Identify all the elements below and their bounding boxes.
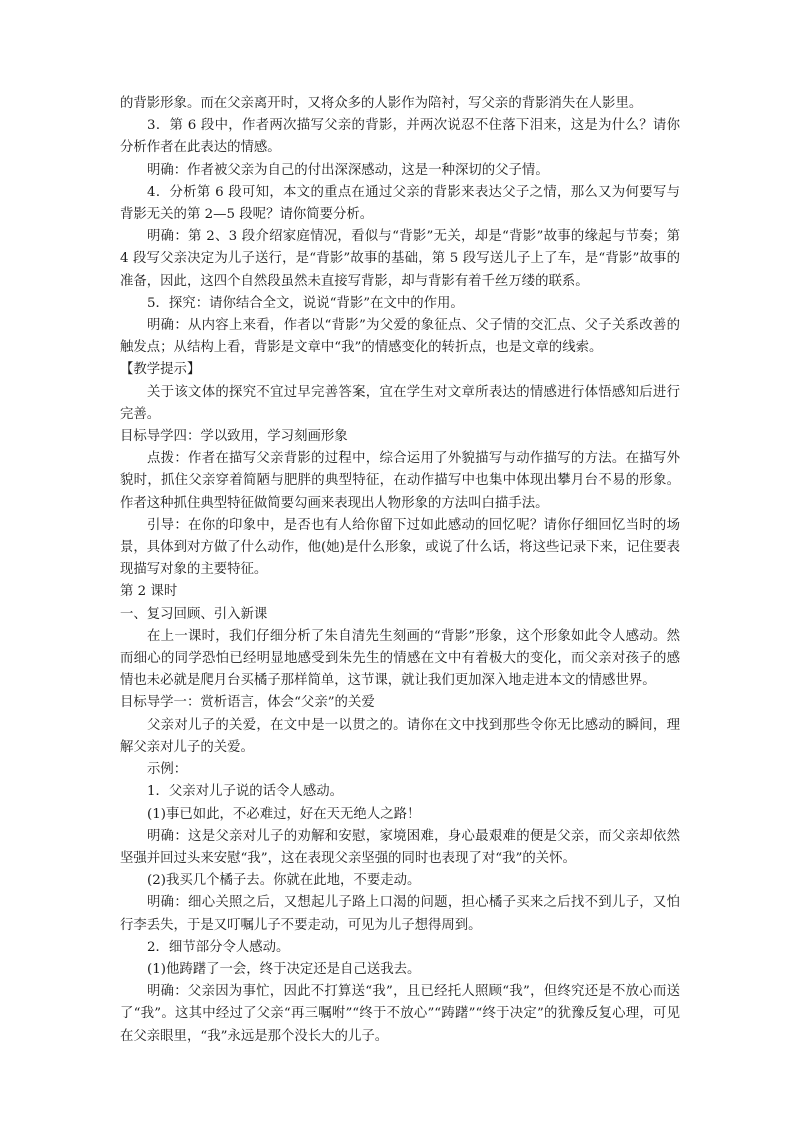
paragraph: 在上一课时，我们仔细分析了朱自清先生刻画的“背影”形象，这个形象如此令人感动。然而细心的同学恐怕已经明显地感受到朱先生的情感在文中有着极大的变化，而父亲对孩子的感情也未必就是爬月台买橘子那样简单，这节课，就让我们更加深入地走进本文的情感世界。 xyxy=(120,628,680,689)
paragraph: 点拨：作者在描写父亲背影的过程中，综合运用了外貌描写与动作描写的方法。在描写外貌时，抓住父亲穿着简陋与肥胖的典型特征，在动作描写中也集中体现出攀月台不易的形象。作者这种抓住典型特征做简要勾画来表现出人物形象的方法叫白描手法。 xyxy=(120,451,680,511)
document-body xyxy=(120,93,680,1048)
list-item: 1．父亲对儿子说的话令人感动。 xyxy=(147,784,343,800)
list-item: (1)事已如此，不必难过，好在天无绝人之路！ xyxy=(147,806,421,822)
section-heading: 【教学提示】 xyxy=(120,362,201,378)
answer-paragraph: 明确：作者被父亲为自己的付出深深感动，这是一种深切的父子情。 xyxy=(147,162,549,178)
answer-paragraph: 明确：细心关照之后，又想起儿子路上口渴的问题，担心橘子买来之后找不到儿子，又怕行李丢失，于是又叮嘱儿子不要走动，可见为儿子想得周到。 xyxy=(120,895,680,933)
paragraph: 示例： xyxy=(147,762,188,778)
section-heading: 目标导学一：赏析语言，体会“父亲”的关爱 xyxy=(120,695,375,711)
question-paragraph: 3．第 6 段中，作者两次描写父亲的背影，并两次说忍不住落下泪来，这是为什么？请你分析作者在此表达的情感。 xyxy=(120,118,680,156)
answer-paragraph: 明确：父亲因为事忙，因此不打算送“我”，且已经托人照顾“我”，但终究还是不放心而送了“我”。这其中经过了父亲“再三嘱咐”“终于不放心”“踌躇”“终于决定”的犹豫反复心理，可见在父亲眼里，“我”永远是那个没长大的儿子。 xyxy=(120,984,680,1044)
list-item: (2)我买几个橘子去。你就在此地，不要走动。 xyxy=(147,873,421,889)
paragraph: 父亲对儿子的关爱，在文中是一以贯之的。请你在文中找到那些令你无比感动的瞬间，理解父亲对儿子的关爱。 xyxy=(120,717,680,755)
section-heading: 第 2 课时 xyxy=(120,584,178,600)
answer-paragraph: 明确：从内容上来看，作者以“背影”为父爱的象征点、父子情的交汇点、父子关系改善的触发点；从结构上看，背影是文章中“我”的情感变化的转折点，也是文章的线索。 xyxy=(120,318,680,356)
answer-paragraph: 明确：第 2、3 段介绍家庭情况，看似与“背影”无关，却是“背影”故事的缘起与节奏；第 4 段写父亲决定为儿子送行，是“背影”故事的基础，第 5 段写送儿子上了车，是“背影”故事的准备，因此，这四个自然段虽然未直接写背影，却与背影有着千丝万缕的联系。 xyxy=(120,229,680,289)
paragraph: 引导：在你的印象中，是否也有人给你留下过如此感动的回忆呢？请你仔细回忆当时的场景，具体到对方做了什么动作，他(她)是什么形象，或说了什么话，将这些记录下来，记住要表现描写对象的主要特征。 xyxy=(120,517,680,578)
paragraph: 关于该文体的探究不宜过早完善答案，宜在学生对文章所表达的情感进行体悟感知后进行完善。 xyxy=(120,384,680,422)
section-heading: 一、复习回顾、引入新课 xyxy=(120,606,268,622)
paragraph: 的背影形象。而在父亲离开时，又将众多的人影作为陪衬，写父亲的背影消失在人影里。 xyxy=(120,96,643,111)
section-heading: 目标导学四：学以致用，学习刻画形象 xyxy=(120,429,348,445)
answer-paragraph: 明确：这是父亲对儿子的劝解和安慰，家境困难，身心最艰难的便是父亲，而父亲却依然坚强并回过头来安慰“我”，这在表现父亲坚强的同时也表现了对“我”的关怀。 xyxy=(120,828,680,866)
question-paragraph: 4．分析第 6 段可知，本文的重点在通过父亲的背影来表达父子之情，那么又为何要写与背影无关的第 2—5 段呢？请你简要分析。 xyxy=(120,184,680,223)
list-item: 2．细节部分令人感动。 xyxy=(147,939,290,955)
question-paragraph: 5．探究：请你结合全文，说说“背影”在文中的作用。 xyxy=(147,295,464,311)
list-item: (1)他踌躇了一会，终于决定还是自己送我去。 xyxy=(147,961,421,977)
